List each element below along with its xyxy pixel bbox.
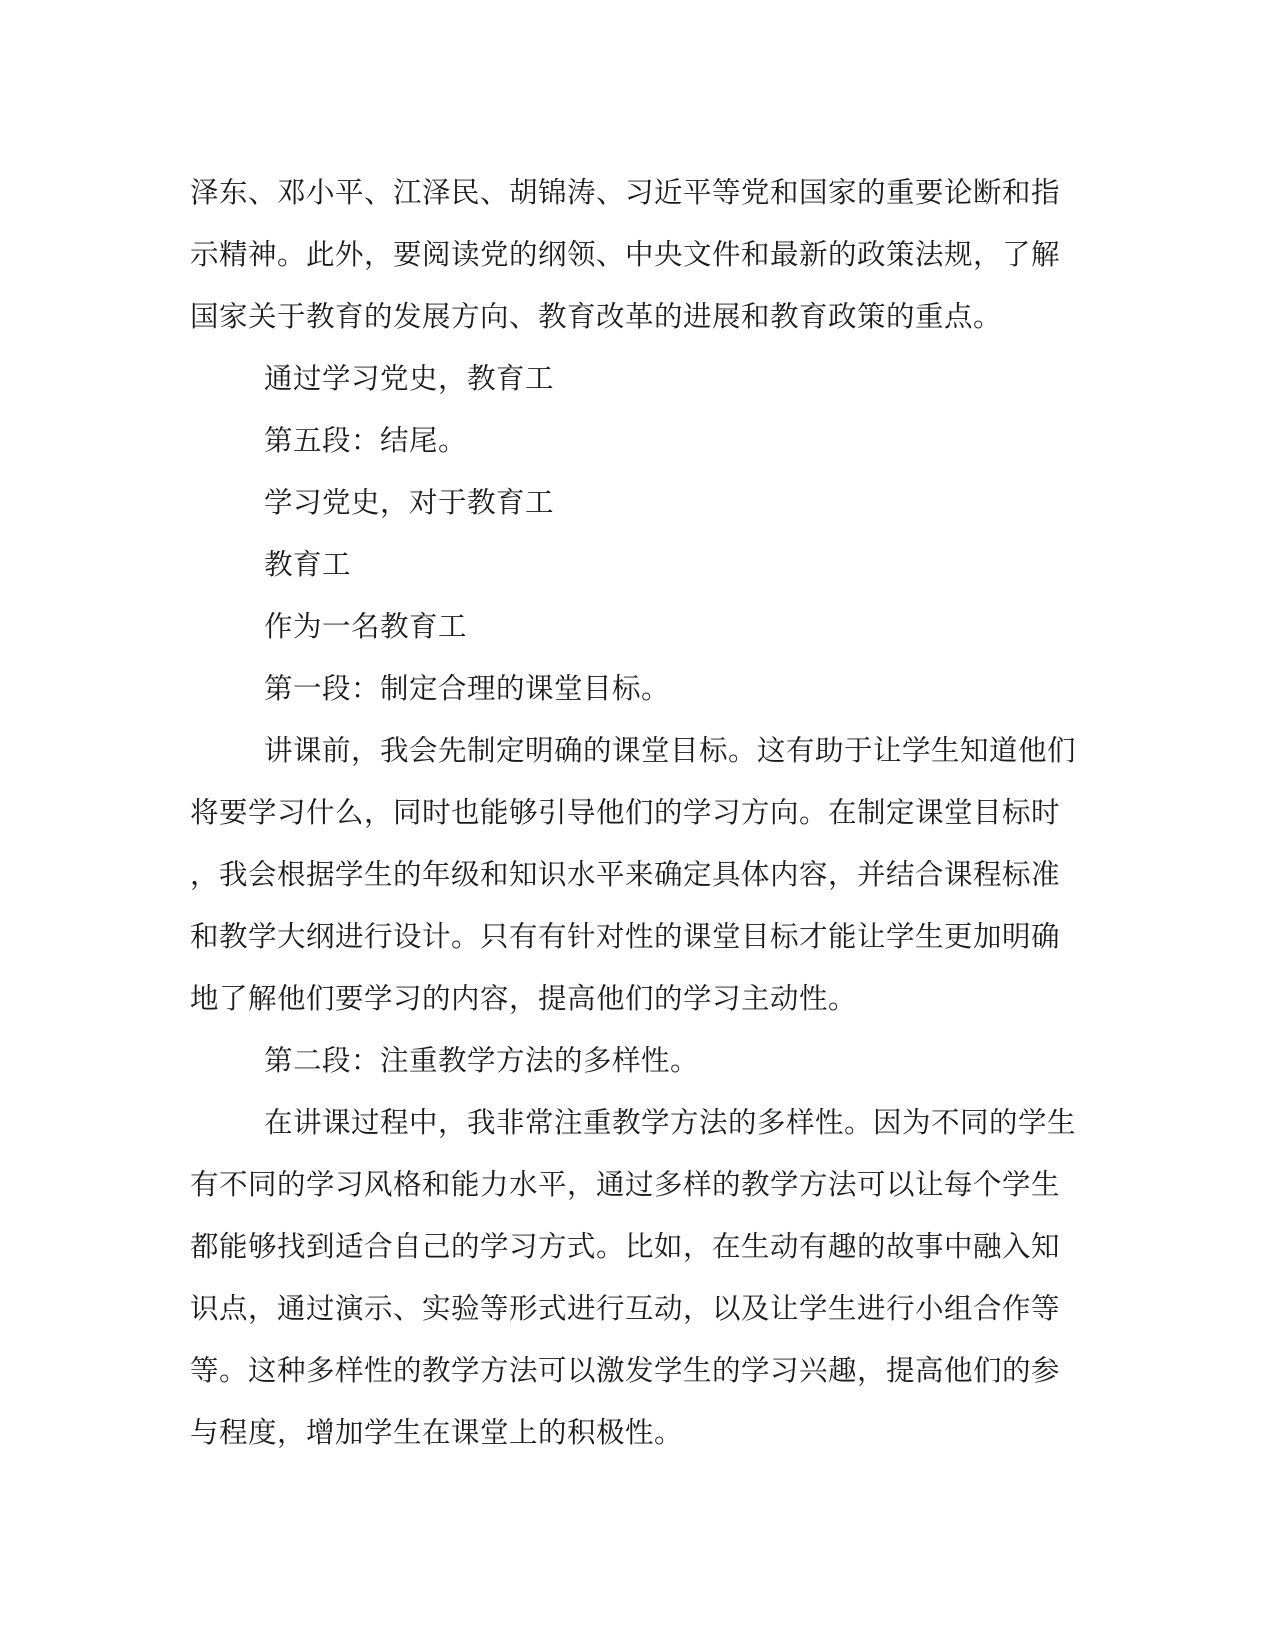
text-line: 等。这种多样性的教学方法可以激发学生的学习兴趣，提高他们的参 <box>190 1354 1061 1387</box>
document-body <box>190 162 1080 1464</box>
paragraph-first-line: 讲课前，我会先制定明确的课堂目标。这有助于让学生知道他们 <box>264 734 1077 767</box>
text-line: 和教学大纲进行设计。只有有针对性的课堂目标才能让学生更加明确 <box>190 920 1061 953</box>
paragraph-line: 学习党史，对于教育工 <box>264 486 555 519</box>
section-heading: 第二段：注重教学方法的多样性。 <box>264 1044 700 1077</box>
text-line: 识点，通过演示、实验等形式进行互动，以及让学生进行小组合作等 <box>190 1292 1061 1325</box>
text-line: 与程度，增加学生在课堂上的积极性。 <box>190 1416 684 1449</box>
paragraph-line: 作为一名教育工 <box>264 610 468 643</box>
section-heading: 第一段：制定合理的课堂目标。 <box>264 672 671 705</box>
text-line: 将要学习什么，同时也能够引导他们的学习方向。在制定课堂目标时 <box>190 796 1061 829</box>
text-line: 都能够找到适合自己的学习方式。比如，在生动有趣的故事中融入知 <box>190 1230 1061 1263</box>
paragraph-line: 教育工 <box>264 548 352 581</box>
paragraph-first-line: 在讲课过程中，我非常注重教学方法的多样性。因为不同的学生 <box>264 1106 1077 1139</box>
text-line: 国家关于教育的发展方向、教育改革的进展和教育政策的重点。 <box>190 300 1003 333</box>
paragraph-line: 通过学习党史，教育工 <box>264 362 555 395</box>
text-line: ，我会根据学生的年级和知识水平来确定具体内容，并结合课程标准 <box>190 858 1061 891</box>
text-line: 泽东、邓小平、江泽民、胡锦涛、习近平等党和国家的重要论断和指 <box>190 176 1061 209</box>
text-line: 示精神。此外，要阅读党的纲领、中央文件和最新的政策法规，了解 <box>190 238 1061 271</box>
text-line: 有不同的学习风格和能力水平，通过多样的教学方法可以让每个学生 <box>190 1168 1061 1201</box>
text-line: 地了解他们要学习的内容，提高他们的学习主动性。 <box>190 982 858 1015</box>
section-heading: 第五段：结尾。 <box>264 424 468 457</box>
